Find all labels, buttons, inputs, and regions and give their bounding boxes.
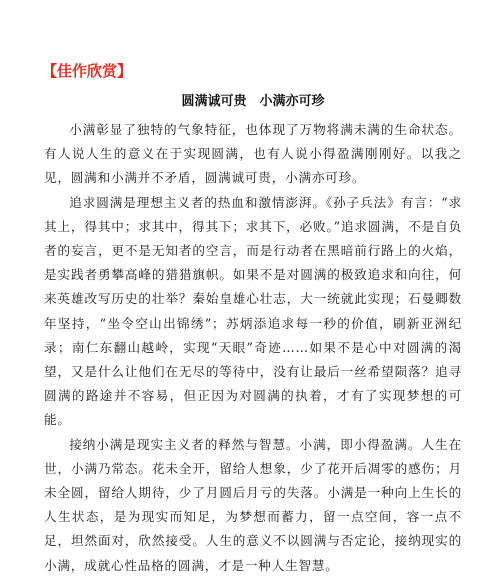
section-tag-close-bracket: 】 xyxy=(117,62,133,80)
article-title: 圆满诚可贵 小满亦可珍 xyxy=(181,94,325,109)
section-tag-text: 佳作欣赏 xyxy=(57,62,118,80)
section-tag xyxy=(42,60,462,82)
paragraph-2: 追求圆满是理想主义者的热血和激情澎湃。《孙子兵法》有言：“求其上，得其中；求其中，得其下；求其下，必败。”追求圆满，不是自负者的妄言，更不是无知者的空言，而是行动者在黑暗前行路上的火焰，是实践者勇攀高峰的猎猎旗帜。如果不是对圆满的极致追求和向往，何来英雄改写历史的壮举？秦始皇雄心壮志，大一统就此实现；石曼卿数年坚持，“坐令空山出锦绣”；苏炳添追求每一秒的价值，刷新亚洲纪录；南仁东翻山越岭，实现“天眼”奇迹……如果不是心中对圆满的渴望，又是什么让他们在无尽的等待中，没有让最后一丝希望陨落？追寻圆满的路途并不容易，但正因为对圆满的执着，才有了实现梦想的可能。 xyxy=(44,194,462,428)
paragraph-1: 小满彰显了独特的气象特征，也体现了万物将满未满的生命状态。有人说人生的意义在于实现圆满，也有人说小得盈满刚刚好。以我之见，圆满和小满并不矛盾，圆满诚可贵，小满亦可珍。 xyxy=(44,122,462,186)
section-tag-open-bracket: 【 xyxy=(42,62,58,80)
paragraph-3: 接纳小满是现实主义者的释然与智慧。小满，即小得盈满。人生在世，小满乃常态。花未全开，留给人想象，少了花开后凋零的感伤；月未全圆，留给人期待，少了月圆后月亏的失落。小满是一种向上生长的人生状态，是为现实而知足，为梦想而蓄力，留一点空间，容一点不足，坦然面对，欣然接受。人生的意义不以圆满与否定论，接纳现实的小满，成就心性品格的圆满，才是一种人生智慧。 xyxy=(44,436,462,573)
